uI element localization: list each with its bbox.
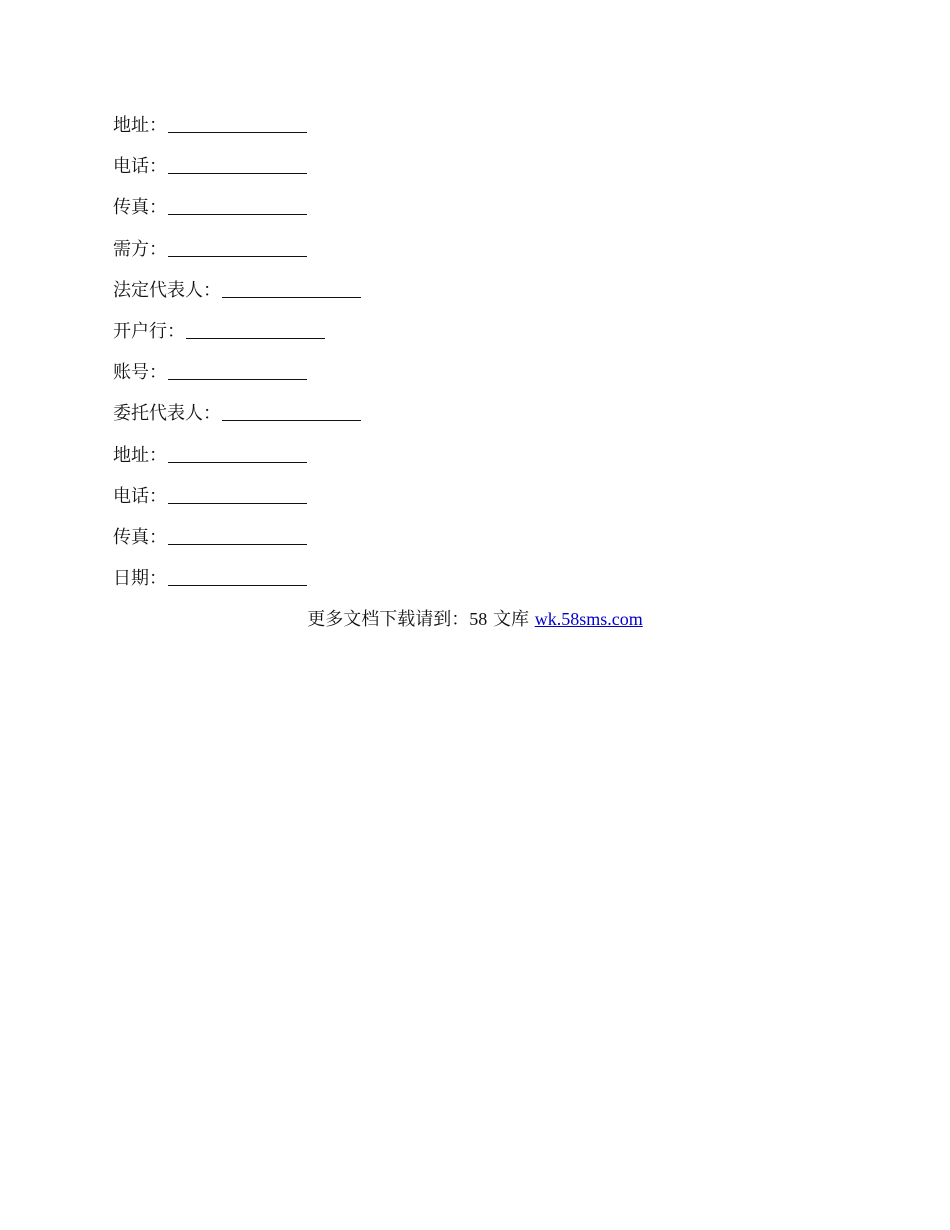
fax-blank-2[interactable] <box>168 524 307 545</box>
contact-fields <box>113 110 813 604</box>
date-blank[interactable] <box>168 565 307 586</box>
address-field-1 <box>113 110 813 151</box>
authorized-representative-blank[interactable] <box>222 400 361 421</box>
demand-party-blank[interactable] <box>168 236 307 257</box>
address-field-2 <box>113 440 813 481</box>
phone-blank-2[interactable] <box>168 483 307 504</box>
legal-representative-label: 法定代表人： <box>113 279 221 301</box>
fax-label-2: 传真： <box>113 526 167 548</box>
website-link[interactable]: wk.58sms.com <box>534 609 643 629</box>
address-blank-2[interactable] <box>168 442 307 463</box>
bank-label: 开户行： <box>113 320 185 342</box>
address-label-2: 地址： <box>113 444 167 466</box>
phone-label-1: 电话： <box>113 156 167 178</box>
footer-middle: 文库 <box>487 609 535 630</box>
authorized-representative-label: 委托代表人： <box>113 403 221 425</box>
demand-party-field <box>113 234 813 275</box>
bank-blank[interactable] <box>186 318 325 339</box>
date-field <box>113 563 813 604</box>
date-label: 日期： <box>113 568 167 590</box>
legal-representative-field <box>113 275 813 316</box>
fax-blank-1[interactable] <box>168 194 307 215</box>
download-footer <box>0 604 950 635</box>
account-field <box>113 357 813 398</box>
address-blank-1[interactable] <box>168 112 307 133</box>
demand-party-label: 需方： <box>113 238 167 260</box>
address-label-1: 地址： <box>113 115 167 136</box>
phone-field-2 <box>113 481 813 522</box>
phone-field-1 <box>113 151 813 192</box>
authorized-representative-field <box>113 398 813 439</box>
footer-prefix: 更多文档下载请到： <box>307 609 470 630</box>
legal-representative-blank[interactable] <box>222 277 361 298</box>
fax-field-2 <box>113 522 813 563</box>
fax-field-1 <box>113 192 813 233</box>
account-blank[interactable] <box>168 359 307 380</box>
phone-blank-1[interactable] <box>168 153 307 174</box>
bank-field <box>113 316 813 357</box>
phone-label-2: 电话： <box>113 485 167 507</box>
fax-label-1: 传真： <box>113 197 167 219</box>
footer-number: 58 <box>469 609 488 629</box>
account-label: 账号： <box>113 362 167 384</box>
